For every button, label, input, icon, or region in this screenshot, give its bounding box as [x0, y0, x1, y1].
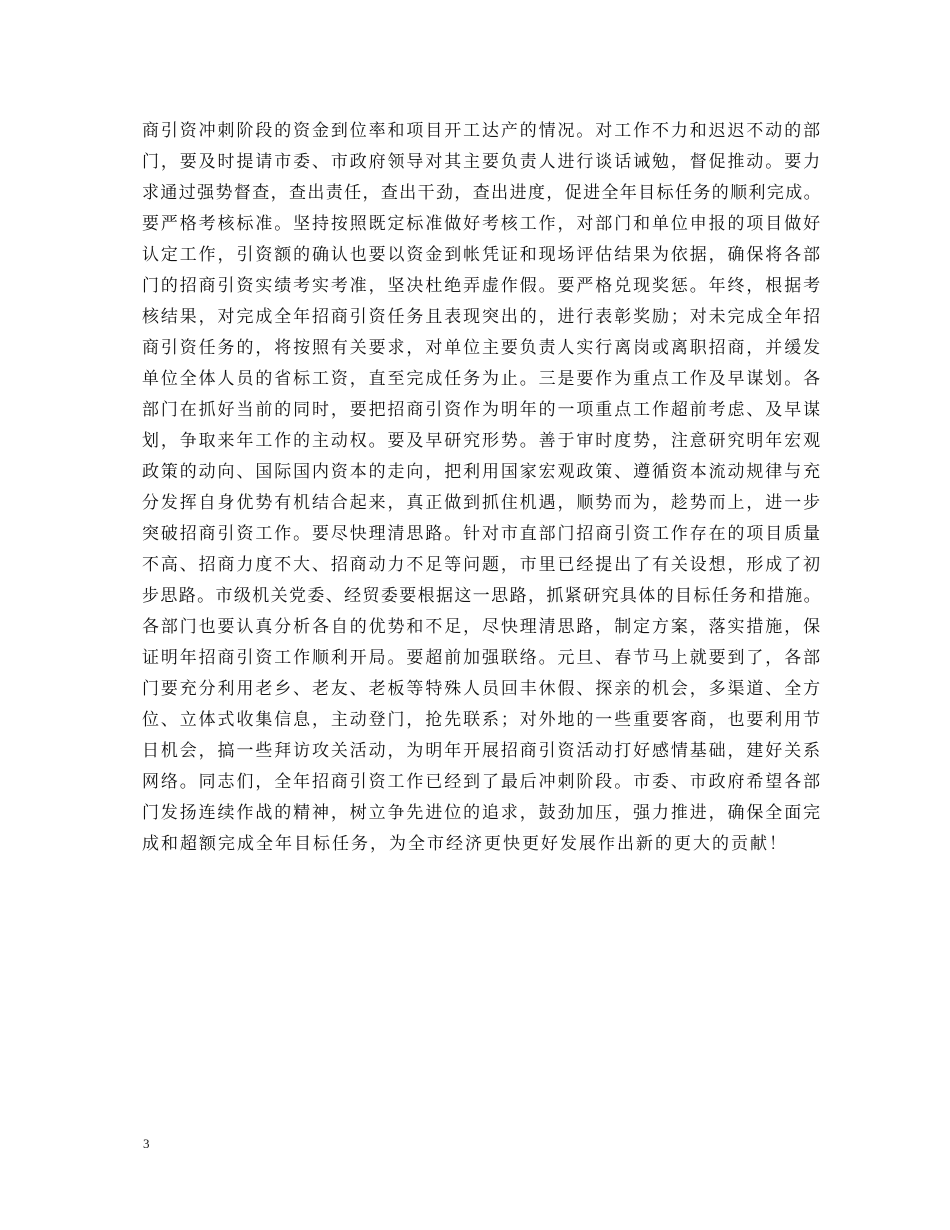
text-line: 商引资冲刺阶段的资金到位率和项目开工达产的情况。对工作不力和迟迟不动的部 [142, 121, 822, 141]
text-line: 门发扬连续作战的精神，树立争先进位的追求，鼓劲加压，强力推进，确保全面完 [142, 803, 822, 823]
text-line: 突破招商引资工作。要尽快理清思路。针对市直部门招商引资工作存在的项目质量 [142, 524, 822, 544]
text-line: 各部门也要认真分析各自的优势和不足，尽快理清思路，制定方案，落实措施，保 [142, 617, 822, 637]
text-line: 求通过强势督查，查出责任，查出干劲，查出进度，促进全年目标任务的顺利完成。 [142, 183, 823, 203]
text-line: 商引资任务的，将按照有关要求，对单位主要负责人实行离岗或离职招商，并缓发 [142, 338, 822, 358]
text-line: 划，争取来年工作的主动权。要及早研究形势。善于审时度势，注意研究明年宏观 [142, 431, 822, 451]
text-line: 成和超额完成全年目标任务，为全市经济更快更好发展作出新的更大的贡献！ [142, 834, 788, 854]
text-line: 门，要及时提请市委、市政府领导对其主要负责人进行谈话诫勉，督促推动。要力 [142, 152, 822, 172]
text-line: 要严格考核标准。坚持按照既定标准做好考核工作，对部门和单位申报的项目做好 [142, 214, 822, 234]
text-line: 部门在抓好当前的同时，要把招商引资作为明年的一项重点工作超前考虑、及早谋 [142, 400, 822, 420]
text-line: 核结果，对完成全年招商引资任务且表现突出的，进行表彰奖励；对未完成全年招 [142, 307, 822, 327]
body-paragraph [142, 116, 822, 860]
text-line: 网络。同志们，全年招商引资工作已经到了最后冲刺阶段。市委、市政府希望各部 [142, 772, 822, 792]
text-line: 日机会，搞一些拜访攻关活动，为明年开展招商引资活动打好感情基础，建好关系 [142, 741, 822, 761]
text-line: 门要充分利用老乡、老友、老板等特殊人员回丰休假、探亲的机会，多渠道、全方 [142, 679, 822, 699]
text-line: 单位全体人员的省标工资，直至完成任务为止。三是要作为重点工作及早谋划。各 [142, 369, 822, 389]
page-number: 3 [143, 1136, 150, 1151]
text-line: 门的招商引资实绩考实考准，坚决杜绝弄虚作假。要严格兑现奖惩。年终，根据考 [142, 276, 822, 296]
text-line: 位、立体式收集信息，主动登门，抢先联系；对外地的一些重要客商，也要利用节 [142, 710, 822, 730]
text-line: 认定工作，引资额的确认也要以资金到帐凭证和现场评估结果为依据，确保将各部 [142, 245, 822, 265]
text-line: 步思路。市级机关党委、经贸委要根据这一思路，抓紧研究具体的目标任务和措施。 [142, 586, 823, 606]
text-line: 分发挥自身优势有机结合起来，真正做到抓住机遇，顺势而为，趁势而上，进一步 [142, 493, 822, 513]
text-line: 不高、招商力度不大、招商动力不足等问题，市里已经提出了有关设想，形成了初 [142, 555, 822, 575]
text-line: 政策的动向、国际国内资本的走向，把利用国家宏观政策、遵循资本流动规律与充 [142, 462, 822, 482]
text-line: 证明年招商引资工作顺利开局。要超前加强联络。元旦、春节马上就要到了，各部 [142, 648, 822, 668]
